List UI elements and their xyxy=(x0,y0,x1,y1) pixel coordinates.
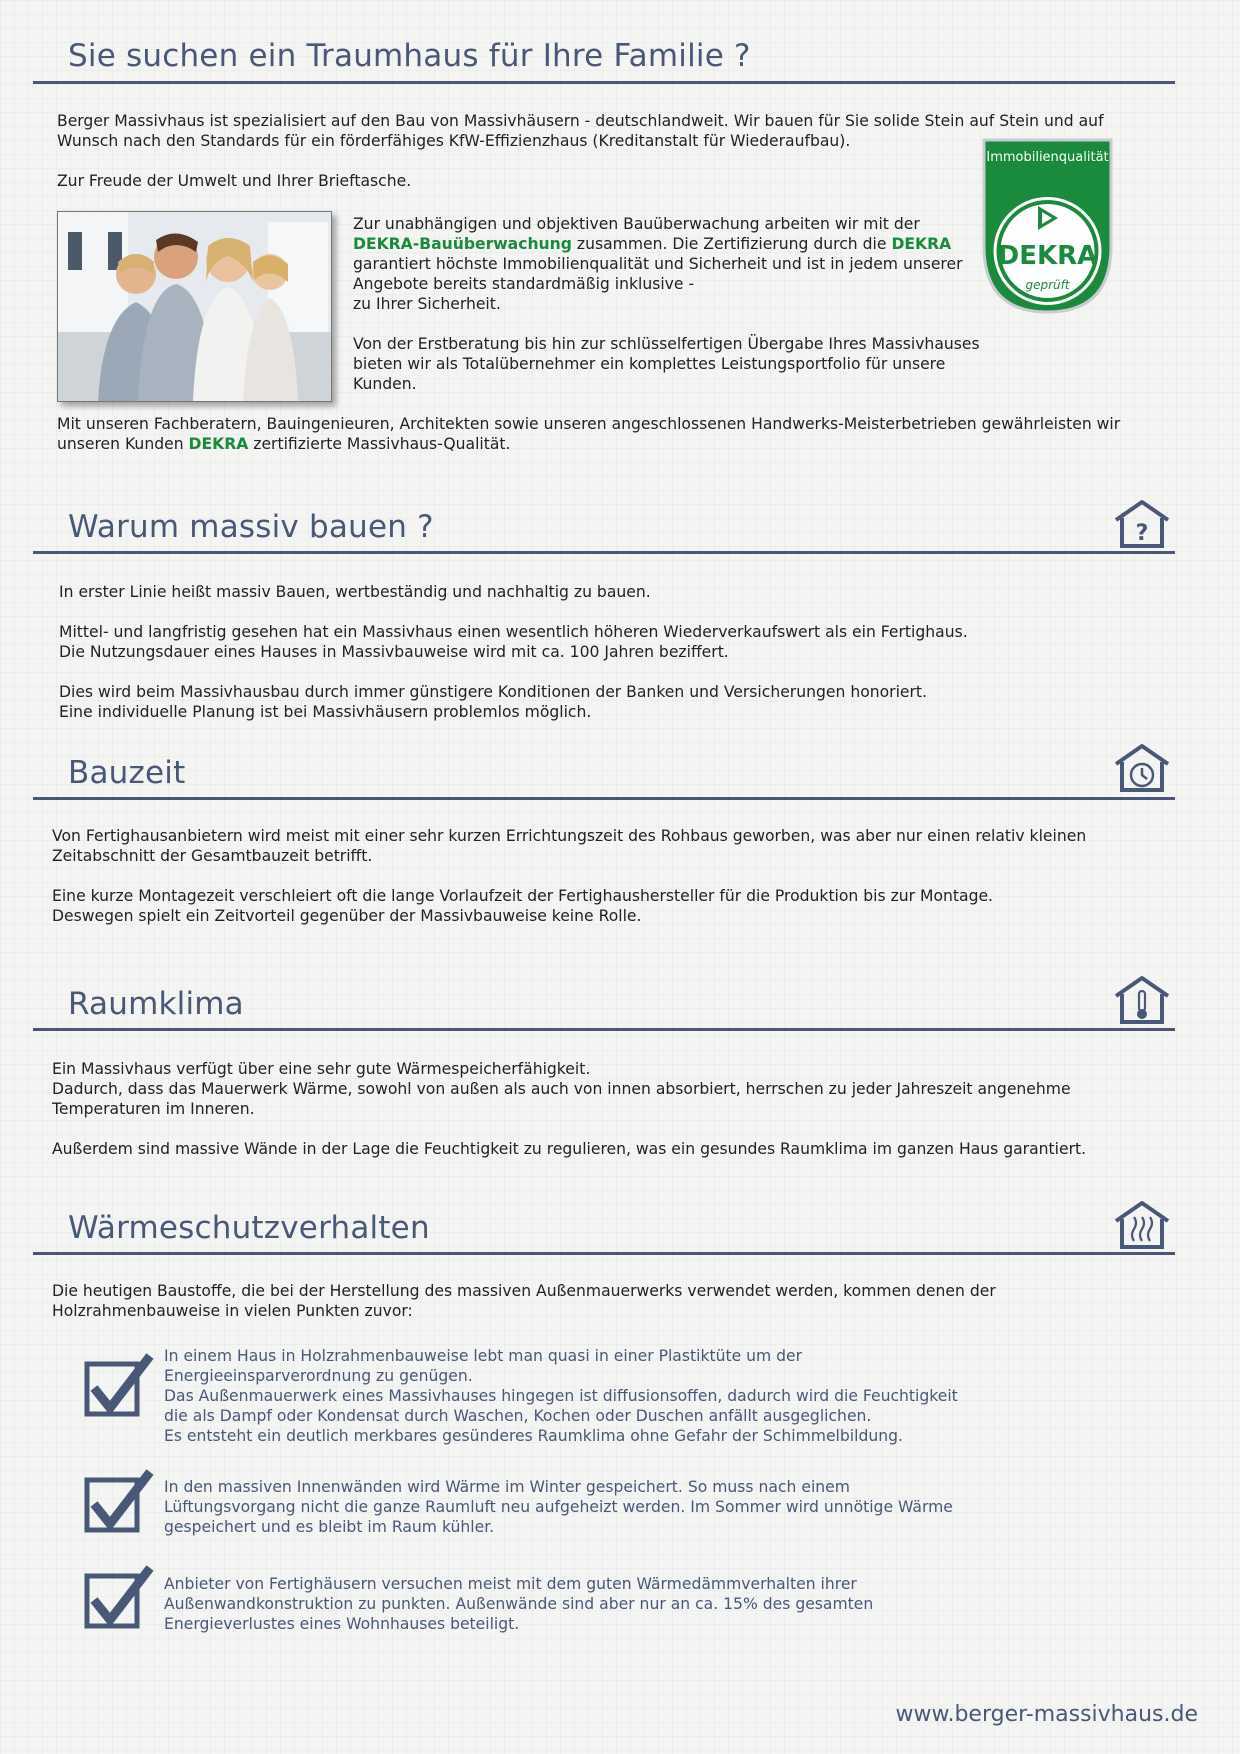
heading-rule xyxy=(33,81,1175,84)
badge-top-text: Immobilienqualität xyxy=(986,150,1109,165)
dekra-highlight: DEKRA xyxy=(891,235,952,253)
website-url[interactable]: www.berger-massivhaus.de xyxy=(895,1702,1198,1727)
heading-raumklima: Raumklima xyxy=(68,986,244,1022)
heading-traumhaus: Sie suchen ein Traumhaus für Ihre Familie ? xyxy=(68,38,751,74)
check-item-2: In den massiven Innenwänden wird Wärme im Winter gespeichert. So muss nach einem Lüftungsvorgang nicht die ganze Raumluft neu aufgeheizt werden. Im Sommer wird unnötige Wärme gespeichert und es bleibt im Raum kühler. xyxy=(164,1478,953,1536)
dekra-text: Zur unabhängigen und objektiven Bauüberwachung arbeiten wir mit der DEKRA-Bauüberwachung zusammen. Die Zertifizierung durch die DEKRA garantiert höchste Immobilienqualität und Sicherheit und ist in jedem unserer Angebote bereits standardmäßig inklusive - zu Ihrer Sicherheit. Von der Erstberatung bis hin zur schlüsselfertigen Übergabe Ihres Massivhauses bieten wir als Totalübernehmer ein komplettes Leistungsportfolio für unsere Kunden. xyxy=(353,215,980,393)
heading-rule xyxy=(33,1252,1175,1255)
family-photo xyxy=(57,211,332,402)
bauzeit-text: Von Fertighausanbietern wird meist mit einer sehr kurzen Errichtungszeit des Rohbaus geworben, was aber nur einen relativ kleinen Zeitabschnitt der Gesamtbauzeit betrifft. Eine kurze Montagezeit verschleiert oft die lange Vorlaufzeit der Fertighaushersteller für die Produktion bis zur Montage. Deswegen spielt ein Zeitvorteil gegenüber der Massivbauweise keine Rolle. xyxy=(52,827,1087,925)
waermeschutz-intro: Die heutigen Baustoffe, die bei der Herstellung des massiven Außenmauerwerks verwendet werden, kommen denen der Holzrahmenbauweise in vielen Punkten zuvor: xyxy=(52,1282,996,1320)
heading-rule xyxy=(33,1028,1175,1031)
intro-text: Berger Massivhaus ist spezialisiert auf den Bau von Massivhäusern - deutschlandweit. Wir bauen für Sie solide Stein auf Stein und auf Wunsch nach den Standards für ein förderfähiges KfW-Effizienzhaus (Kreditanstalt für Wiederaufbau). Zur Freude der Umwelt und Ihrer Brieftasche. xyxy=(57,112,1104,190)
house-heat-icon xyxy=(1112,1199,1172,1251)
dekra-highlight: DEKRA-Bauüberwachung xyxy=(353,235,572,253)
closing-text: Mit unseren Fachberatern, Bauingenieuren, Architekten sowie unseren angeschlossenen Handwerks-Meisterbetrieben gewährleisten wir unseren Kunden DEKRA zertifizierte Massivhaus-Qualität. xyxy=(57,415,1121,453)
svg-text:?: ? xyxy=(1135,521,1149,546)
dekra-highlight: DEKRA xyxy=(188,435,249,453)
checkbox-checked-icon xyxy=(84,1468,154,1534)
warum-text: In erster Linie heißt massiv Bauen, wertbeständig und nachhaltig zu bauen. Mittel- und langfristig gesehen hat ein Massivhaus einen wesentlich höheren Wiederverkaufswert als ein Fertighaus. Die Nutzungsdauer eines Hauses in Massivbauweise wird mit ca. 100 Jahren beziffert. Dies wird beim Massivhausbau durch immer günstigere Konditionen der Banken und Versicherungen honoriert. Eine individuelle Planung ist bei Massivhäusern problemlos möglich. xyxy=(59,583,968,721)
house-clock-icon xyxy=(1112,742,1172,794)
badge-brand: DEKRA xyxy=(997,241,1098,271)
dekra-badge xyxy=(982,138,1113,314)
heading-warum-massiv: Warum massiv bauen ? xyxy=(68,509,434,545)
heading-rule xyxy=(33,551,1175,554)
heading-rule xyxy=(33,797,1175,800)
check-item-1: In einem Haus in Holzrahmenbauweise lebt man quasi in einer Plastiktüte um der Energieeinsparverordnung zu genügen. Das Außenmauerwerk eines Massivhauses hingegen ist diffusionsoffen, dadurch wird die Feuchtigkeit die als Dampf oder Kondensat durch Waschen, Kochen oder Duschen anfällt ausgeglichen. Es entsteht ein deutlich merkbares gesünderes Raumklima ohne Gefahr der Schimmelbildung. xyxy=(164,1347,958,1445)
house-thermometer-icon xyxy=(1112,974,1172,1026)
checkbox-checked-icon xyxy=(84,1352,154,1418)
raumklima-text: Ein Massivhaus verfügt über eine sehr gute Wärmespeicherfähigkeit. Dadurch, dass das Mauerwerk Wärme, sowohl von außen als auch von innen absorbiert, herrschen zu jeder Jahreszeit angenehme Temperaturen im Inneren. Außerdem sind massive Wände in der Lage die Feuchtigkeit zu regulieren, was ein gesundes Raumklima im ganzen Haus garantiert. xyxy=(52,1060,1087,1158)
house-question-icon xyxy=(1112,498,1172,550)
heading-waermeschutz: Wärmeschutzverhalten xyxy=(68,1210,430,1246)
badge-bottom-text: geprüft xyxy=(1025,278,1070,292)
check-item-3: Anbieter von Fertighäusern versuchen meist mit dem guten Wärmedämmverhalten ihrer Außenwandkonstruktion zu punkten. Außenwände sind aber nur an ca. 15% des gesamten Energieverlustes eines Wohnhauses beteiligt. xyxy=(164,1575,874,1633)
heading-bauzeit: Bauzeit xyxy=(68,755,186,791)
checkbox-checked-icon xyxy=(84,1564,154,1630)
